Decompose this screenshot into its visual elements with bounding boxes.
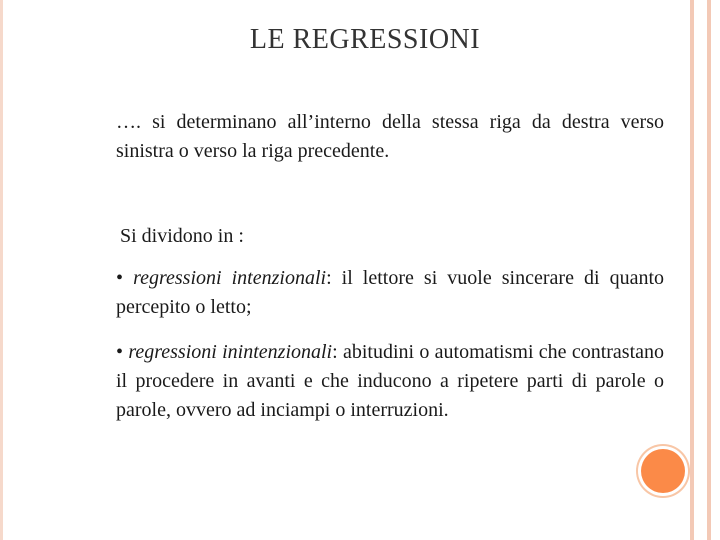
term-label: regressioni intenzionali xyxy=(133,267,327,289)
bullet: • xyxy=(116,341,124,363)
list-lead: Si dividono in : xyxy=(120,225,244,247)
right-frame-line-outer xyxy=(707,0,711,540)
decorative-circle-icon xyxy=(641,449,685,493)
left-border-line xyxy=(0,0,3,540)
right-frame-line-inner xyxy=(690,0,694,540)
intro-paragraph: …. si determinano all’interno della stessa riga da destra verso sinistra o verso la riga precedente. xyxy=(116,111,664,162)
slide-title: LE REGRESSIONI xyxy=(249,24,481,55)
list-item-intentional xyxy=(116,264,664,322)
term-label: regressioni inintenzionali xyxy=(128,341,333,363)
list-item-unintentional xyxy=(116,338,664,425)
term-description: : il lettore si vuole sincerare di quanto percepito o letto; xyxy=(116,267,665,318)
bullet: • xyxy=(116,267,124,289)
term-description: : abitudini o automatismi che contrastano il procedere in avanti e che inducono a ripetere parti di parole o parole, ovvero ad inciampi o interruzioni. xyxy=(116,341,665,421)
